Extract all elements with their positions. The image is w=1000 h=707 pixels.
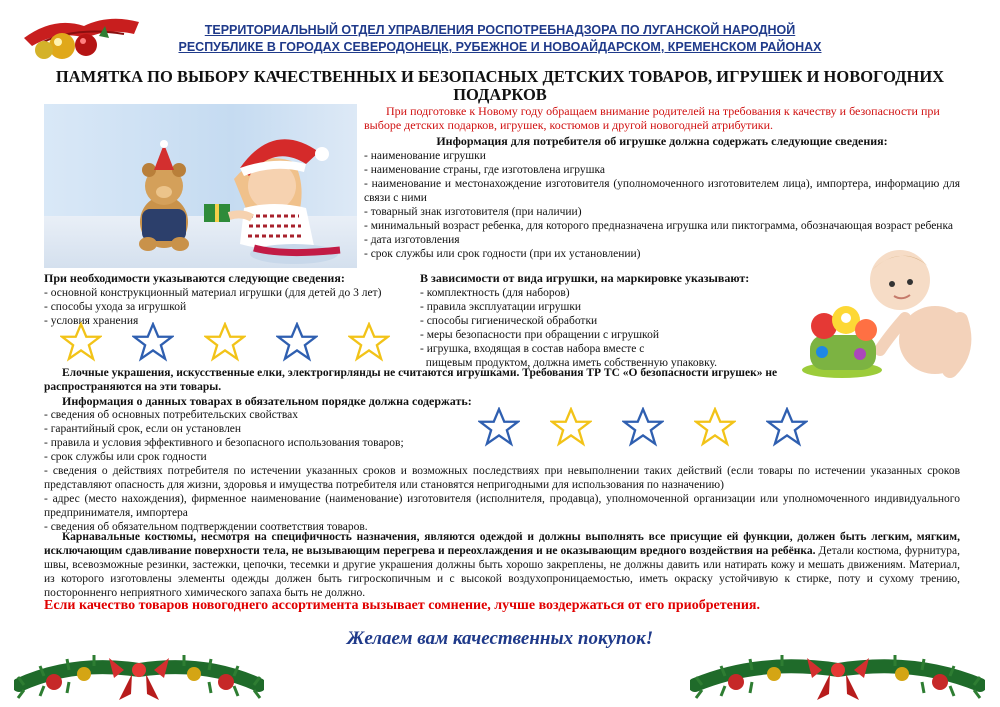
- list-item: - адрес (место нахождения), фирменное наименование (наименование) изготовителя (исполнителя, продавца), уполномоченной организации или уполномоченного индивидуального предпринимателя, импортера: [44, 493, 960, 519]
- memo-title: [40, 68, 960, 104]
- list-item: - правила эксплуатации игрушки: [420, 301, 582, 313]
- list-item: - игрушка, входящая в состав набора вместе с: [420, 343, 645, 355]
- list-item: - способы ухода за игрушкой: [44, 301, 187, 313]
- quality-alert: Если качество товаров новогоднего ассортимента вызывает сомнение, лучше воздержаться от его приобретения.: [44, 598, 761, 613]
- costumes-paragraph: [44, 530, 960, 600]
- list-item: - условия хранения: [44, 315, 139, 327]
- costumes-bold-text: Карнавальные костюмы, несмотря на специфичность назначения, являются одеждой и должны выполнять все присущие ей функции, должен быть легким, мягким, исключающим сдавливание поверхности тела, не вызывающим перегрева и переохлаждения и не оказывающим вредного воздействия на ребёнка.: [44, 531, 960, 557]
- star-icon: [478, 407, 520, 447]
- girl-with-teddy-photo: [44, 104, 357, 268]
- goods-info-heading: Информация о данных товарах в обязательном порядке должна содержать:: [62, 394, 472, 408]
- list-item: - дата изготовления: [364, 234, 460, 246]
- title-line-2: ПОДАРКОВ: [453, 85, 547, 104]
- star-icon: [622, 407, 664, 447]
- intro-paragraph: [364, 104, 960, 132]
- list-item: - меры безопасности при обращении с игрушкой: [420, 329, 659, 341]
- list-item: - наименование страны, где изготовлена игрушка: [364, 164, 606, 176]
- list-item: - гарантийный срок, если он установлен: [44, 423, 242, 435]
- optional-info-heading: При необходимости указываются следующие сведения:: [44, 271, 345, 285]
- list-item: - срок службы или срок годности (при их установлении): [364, 248, 641, 260]
- list-item: - сведения о действиях потребителя по истечении указанных сроков и возможных последствиях при невыполнении таких действий (если товары по истечении указанных сроков представляют опасность для жизни, здоровья и имущества потребителя или становятся непригодными для использования по назначению): [44, 465, 960, 491]
- christmas-ornament-decoration: [14, 8, 144, 63]
- marking-list: [420, 286, 800, 370]
- star-icon: [60, 322, 102, 362]
- list-item: - способы гигиенической обработки: [420, 315, 598, 327]
- list-item: - комплектность (для наборов): [420, 287, 570, 299]
- list-item: - товарный знак изготовителя (при наличии): [364, 206, 582, 218]
- list-item: - срок службы или срок годности: [44, 451, 207, 463]
- star-row-1: [60, 322, 390, 362]
- organization-header: [150, 22, 850, 56]
- star-icon: [694, 407, 736, 447]
- list-item: - наименование игрушки: [364, 150, 486, 162]
- star-icon: [348, 322, 390, 362]
- star-icon: [766, 407, 808, 447]
- title-line-1: ПАМЯТКА ПО ВЫБОРУ КАЧЕСТВЕННЫХ И БЕЗОПАСНЫХ ДЕТСКИХ ТОВАРОВ, ИГРУШЕК И НОВОГОДНИХ: [55, 67, 945, 86]
- star-icon: [550, 407, 592, 447]
- header-line-1: ТЕРРИТОРИАЛЬНЫЙ ОТДЕЛ УПРАВЛЕНИЯ РОСПОТРЕБНАДЗОРА ПО ЛУГАНСКОЙ НАРОДНОЙ: [204, 23, 796, 37]
- toy-info-heading: Информация для потребителя об игрушке должна содержать следующие сведения:: [436, 134, 888, 148]
- list-item: - сведения об обязательном подтверждении соответствия товаров.: [44, 521, 368, 533]
- baby-with-toy-photo: [800, 240, 975, 380]
- list-item: - сведения об основных потребительских свойствах: [44, 409, 298, 421]
- christmas-garland-right: [690, 630, 985, 707]
- not-toys-paragraph: [44, 366, 784, 394]
- list-item: - наименование и местонахождение изготовителя (уполномоченного изготовителем лица), импортера, информацию для связи с ними: [364, 178, 960, 204]
- costumes-regular-text: Детали костюма, фурнитура, швы, всевозможные резинки, застежки, цепочки, тесемки и другие украшения должны быть хорошо закреплены, не должны давить или натирать кожу и мешать движениям. Материал, из которого изготовлены элементы одежды должен быть гигроскопичным и с высокой воздухопроницаемостью, иметь окраску устойчивую к стирке, поту и сухому трению, посторонненго неприятного химического запаха быть не должно.: [44, 545, 960, 599]
- star-icon: [276, 322, 318, 362]
- marking-section: [420, 271, 800, 370]
- list-item: - основной конструкционный материал игрушки (для детей до 3 лет): [44, 287, 382, 299]
- not-toys-text: Елочные украшения, искусственные елки, электрогирлянды не считаются игрушками. Требования ТР ТС «О безопасности игрушек» не распространяются на эти товары.: [44, 367, 778, 393]
- star-icon: [204, 322, 246, 362]
- wish-message: Желаем вам качественных покупок!: [346, 628, 654, 649]
- optional-info-section: [44, 271, 409, 328]
- list-item: - минимальный возраст ребенка, для которого предназначена игрушка или пиктограмма, обозначающая возраст ребенка: [364, 220, 953, 232]
- star-row-2: [478, 407, 808, 447]
- intro-text: При подготовке к Новому году обращаем внимание родителей на требования к качеству и безопасности при выборе детских подарков, игрушек, костюмов и другой новогодней атрибутики.: [364, 104, 940, 132]
- header-line-2: РЕСПУБЛИКЕ В ГОРОДАХ СЕВЕРОДОНЕЦК, РУБЕЖНОЕ И НОВОАЙДАРСКОМ, КРЕМЕНСКОМ РАЙОНАХ: [178, 40, 822, 54]
- list-item: пищевым продуктом, должна иметь собственную упаковку.: [420, 357, 717, 369]
- star-icon: [132, 322, 174, 362]
- marking-heading: В зависимости от вида игрушки, на маркировке указывают:: [420, 271, 750, 285]
- list-item: - правила и условия эффективного и безопасного использования товаров;: [44, 437, 404, 449]
